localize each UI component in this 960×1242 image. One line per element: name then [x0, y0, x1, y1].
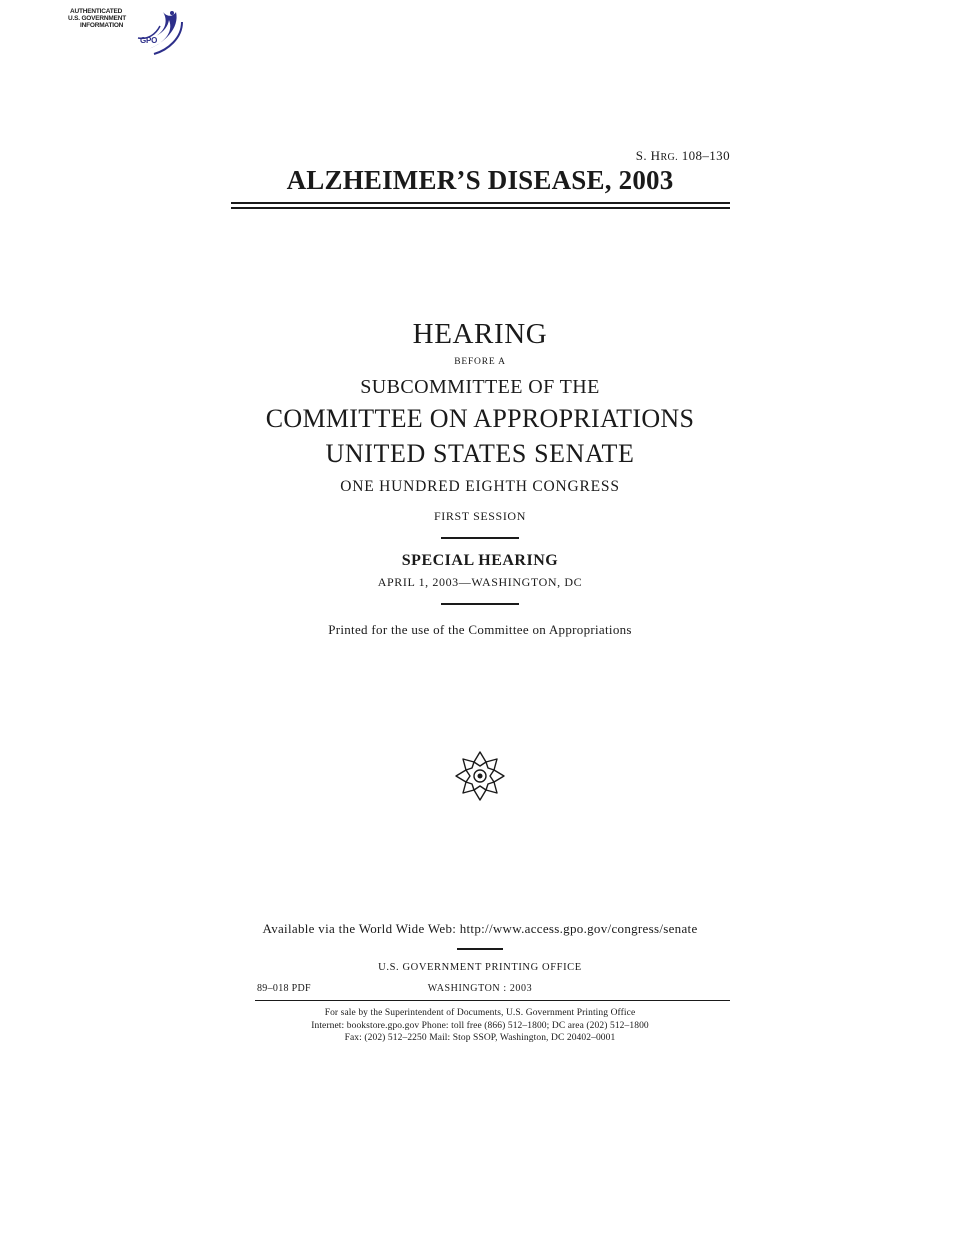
session-text: FIRST SESSION	[434, 509, 526, 523]
hearing-heading: HEARING	[412, 318, 548, 350]
gpo-star-ornament-icon	[453, 749, 507, 803]
hearing-number	[636, 148, 730, 164]
before-a-text: BEFORE A	[454, 357, 506, 367]
imprint-rule	[255, 1000, 730, 1001]
hearing-number-value: 108–130	[681, 148, 730, 163]
divider-rule	[457, 948, 503, 950]
sale-info-line: Fax: (202) 512–2250 Mail: Stop SSOP, Washington, DC 20402–0001	[344, 1033, 616, 1043]
congress-text: ONE HUNDRED EIGHTH CONGRESS	[340, 478, 620, 495]
sale-info-line: Internet: bookstore.gpo.gov Phone: toll free (866) 512–1800; DC area (202) 512–1800	[311, 1021, 649, 1031]
chamber-name: UNITED STATES SENATE	[325, 439, 635, 468]
seal-line-authenticated: AUTHENTICATED	[70, 8, 123, 15]
job-number: 89–018 PDF	[257, 983, 311, 994]
hearing-number-smallcaps: RG.	[660, 152, 679, 163]
title-rule-top	[231, 202, 730, 204]
printed-for-note: Printed for the use of the Committee on Appropriations	[328, 622, 632, 637]
web-availability-note: Available via the World Wide Web: http://www.access.gpo.gov/congress/senate	[262, 921, 698, 936]
subcommittee-text: SUBCOMMITTEE OF THE	[360, 376, 600, 398]
seal-gpo-mark: GPO	[140, 36, 158, 45]
committee-name: COMMITTEE ON APPROPRIATIONS	[265, 404, 695, 433]
hearing-number-prefix: S. H	[635, 148, 661, 163]
seal-line-government: U.S. GOVERNMENT	[68, 15, 127, 22]
divider-rule	[441, 537, 519, 539]
print-location-year: WASHINGTON : 2003	[427, 983, 533, 994]
gpo-authentication-seal	[68, 4, 186, 60]
printing-office-name: U.S. GOVERNMENT PRINTING OFFICE	[378, 962, 582, 973]
special-hearing-heading: SPECIAL HEARING	[401, 552, 559, 569]
hearing-date-location: APRIL 1, 2003—WASHINGTON, DC	[377, 575, 583, 589]
sale-info-line: For sale by the Superintendent of Documents, U.S. Government Printing Office	[324, 1008, 636, 1018]
divider-rule	[441, 603, 519, 605]
document-title: ALZHEIMER’S DISEASE, 2003	[286, 165, 674, 195]
seal-line-information: INFORMATION	[80, 22, 124, 29]
title-rule-bottom	[231, 207, 730, 209]
